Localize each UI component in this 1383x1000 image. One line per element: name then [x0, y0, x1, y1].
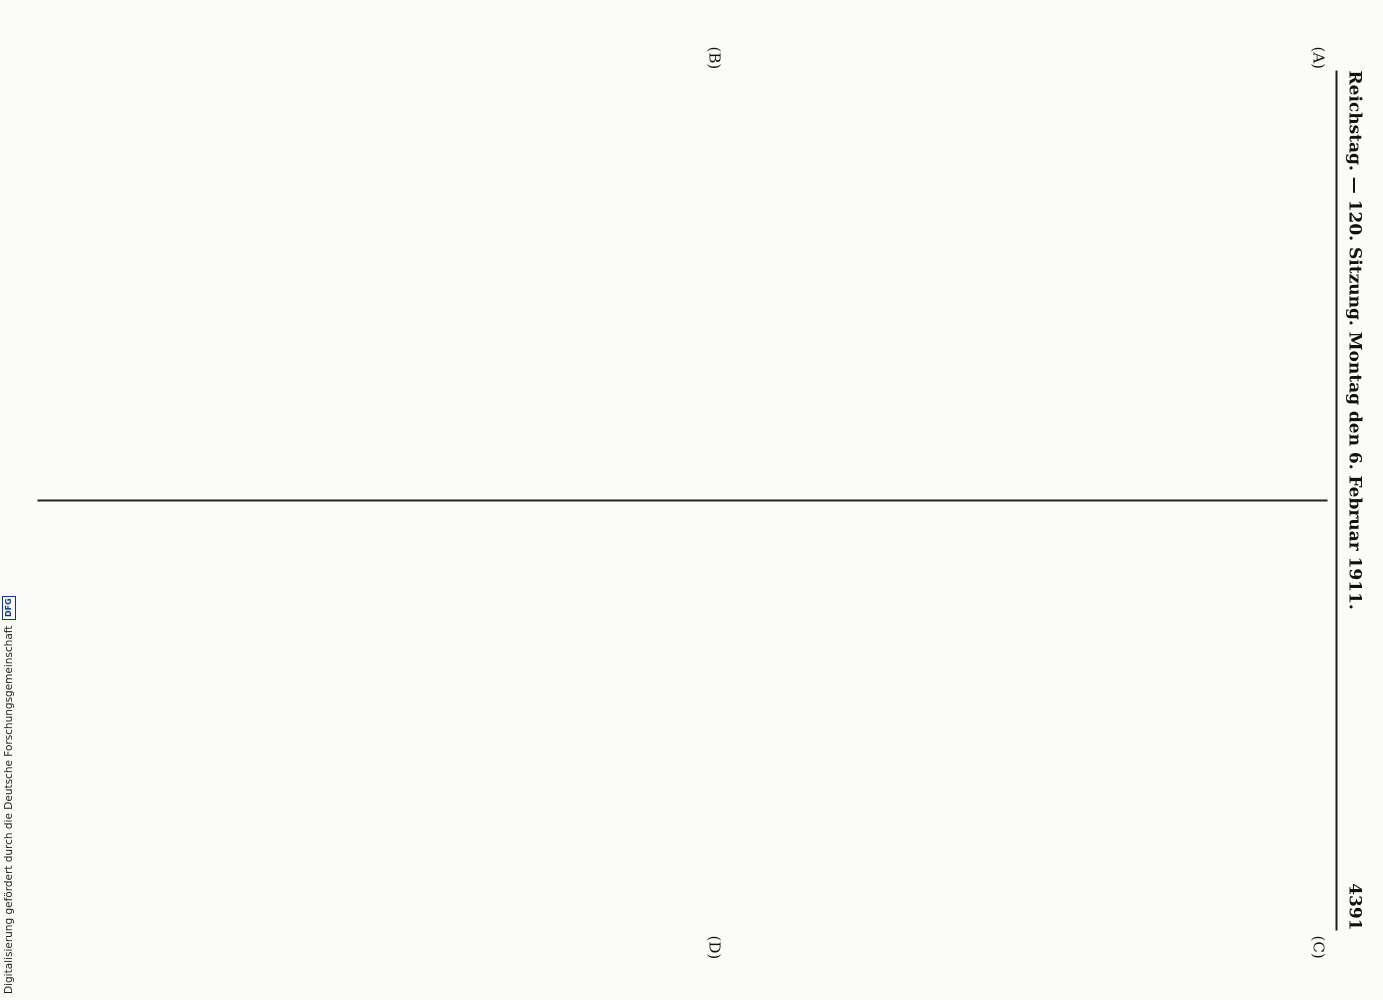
margin-marker-a: (A) — [1309, 46, 1327, 69]
text-column-left — [37, 75, 1327, 495]
margin-marker-c: (C) — [1309, 935, 1327, 959]
margin-marker-b: (B) — [705, 46, 723, 69]
running-head — [1341, 70, 1367, 930]
margin-marker-d: (D) — [705, 935, 723, 959]
page-number: 4391 — [1344, 882, 1364, 930]
text-column-right — [37, 510, 1327, 930]
dfg-logo-icon: DFG — [2, 596, 16, 620]
column-divider — [37, 499, 1327, 501]
running-head-title: Reichstag. — 120. Sitzung. Montag den 6. Februar 1911. — [1344, 70, 1364, 610]
digitization-credit — [2, 4, 16, 994]
credit-text: Digitalisierung gefördert durch die Deutsche Forschungsgemeinschaft — [3, 625, 15, 994]
header-rule — [1335, 70, 1337, 930]
